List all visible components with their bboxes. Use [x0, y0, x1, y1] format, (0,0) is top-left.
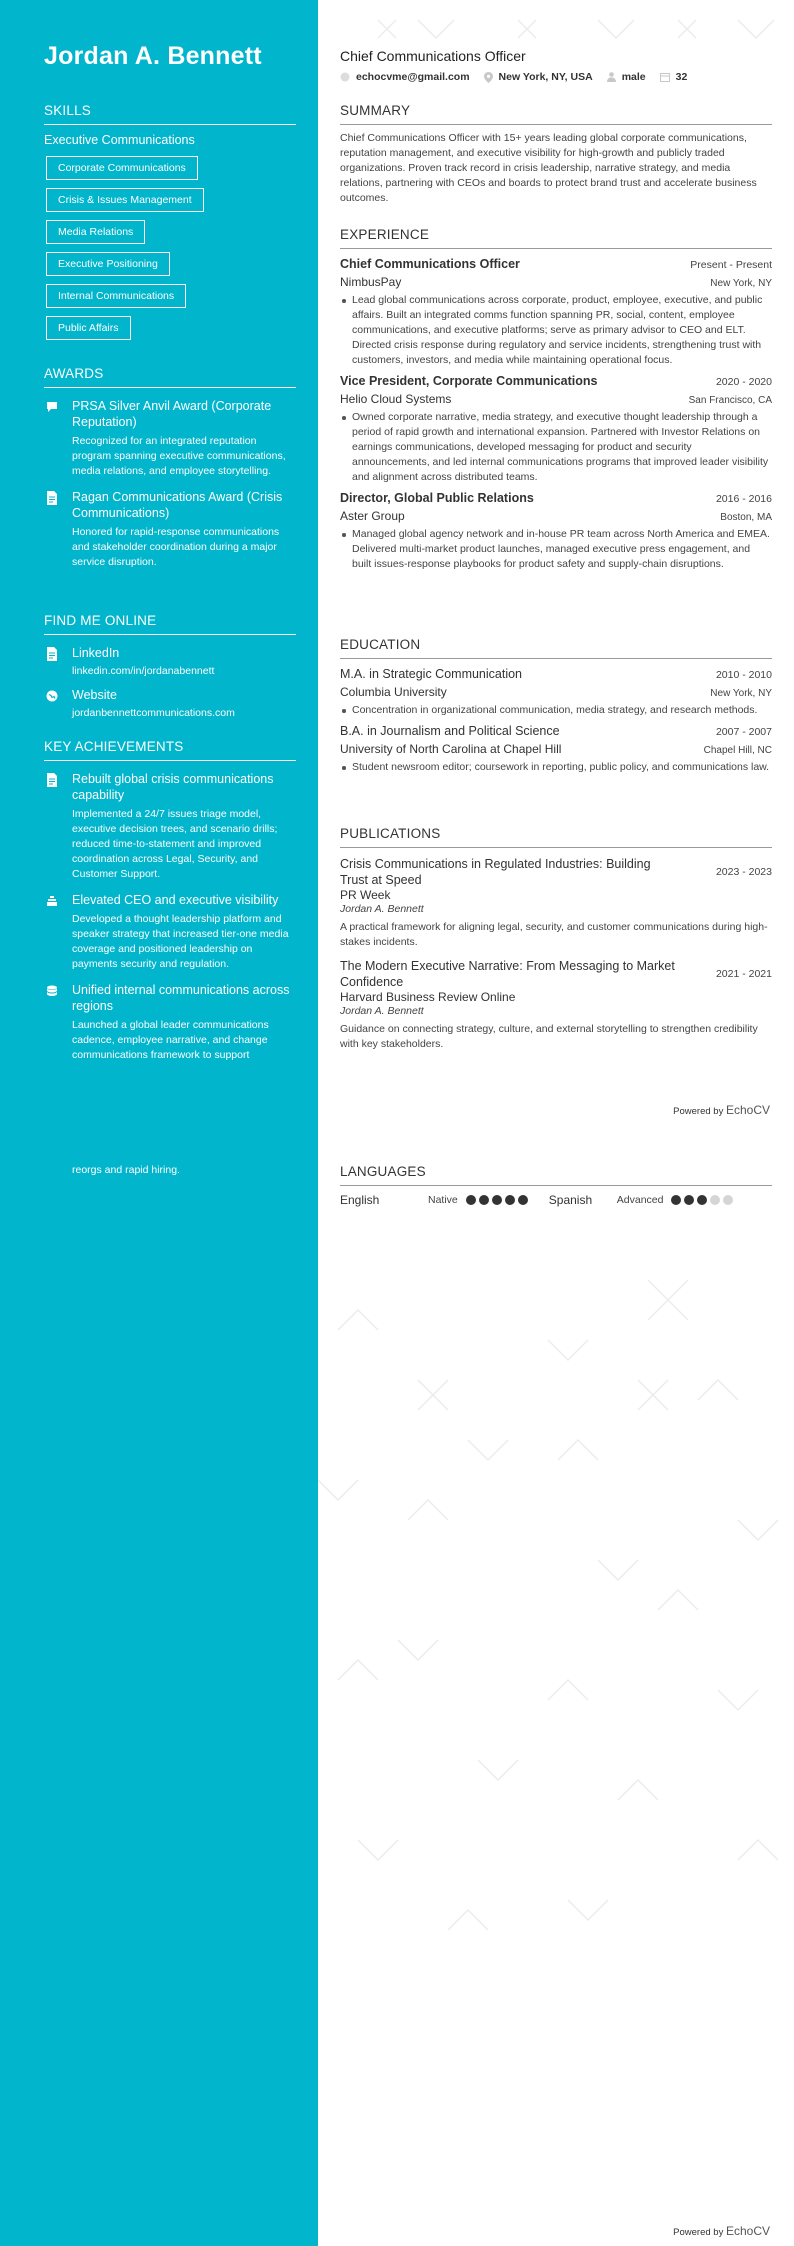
- rating-dot: [723, 1195, 733, 1205]
- award-item: [44, 489, 296, 570]
- person-icon: [607, 72, 616, 82]
- achievement-title: Rebuilt global crisis communications capability: [72, 772, 274, 802]
- education-section: [340, 637, 772, 775]
- job-title: Chief Communications Officer: [340, 48, 526, 64]
- exp-title: Vice President, Corporate Communications: [340, 374, 598, 388]
- publications-heading: PUBLICATIONS: [340, 826, 772, 848]
- contact-age: [660, 71, 688, 83]
- edu-degree: M.A. in Strategic Communication: [340, 667, 523, 681]
- achievement-item: [44, 892, 296, 972]
- rating-dot: [710, 1195, 720, 1205]
- achievement-title: Elevated CEO and executive visibility: [72, 893, 279, 907]
- rating-dot: [671, 1195, 681, 1205]
- pub-publisher: PR Week: [340, 888, 391, 902]
- language-rating: [466, 1195, 531, 1205]
- exp-company: Aster Group: [340, 509, 405, 523]
- skill-tag: Crisis & Issues Management: [46, 188, 204, 212]
- publication-item: [340, 856, 772, 950]
- experience-item: [340, 491, 772, 572]
- edu-date: 2007 - 2007: [715, 726, 772, 738]
- skills-section: [44, 103, 296, 344]
- experience-item: [340, 374, 772, 485]
- summary-text: Chief Communications Officer with 15+ years leading global corporate communications, reputation management, and executive visibility for high-growth and publicly traded organizations. Proven track record in crisis leadership, narrative strategy, and media relations, partnering with CEOs and boards to protect brand trust and accelerate business outcomes.: [340, 132, 757, 204]
- award-desc: Recognized for an integrated reputation program spanning executive communications, media relations, and employee storytelling.: [72, 435, 286, 477]
- experience-heading: EXPERIENCE: [340, 227, 772, 249]
- education-heading: EDUCATION: [340, 637, 772, 659]
- pub-desc: Guidance on connecting strategy, culture, and external storytelling to strengthen credibility with key stakeholders.: [340, 1023, 758, 1050]
- email-icon: [340, 72, 350, 82]
- contact-row: [340, 71, 701, 83]
- online-item-linkedin[interactable]: [44, 645, 296, 677]
- skill-tag: Internal Communications: [46, 284, 186, 308]
- language-rating: [671, 1195, 736, 1205]
- exp-bullet: Lead global communications across corporate, product, employee, executive, and public affairs. Built an integrated comms function spanning PR, social, content, employee communications, and executive platforms; serve as primary advisor to CEO and ELT. Directed crisis response during regulatory and service incidents, strengthening trust with customers, investors, and media while maintaining operational focus.: [352, 293, 772, 368]
- rating-dot: [505, 1195, 515, 1205]
- rating-dot: [684, 1195, 694, 1205]
- calendar-icon: [660, 72, 670, 82]
- pub-author: Jordan A. Bennett: [340, 1005, 424, 1017]
- website-link[interactable]: jordanbennettcommunications.com: [72, 707, 235, 719]
- language-level: Advanced: [616, 1194, 664, 1206]
- achievement-title: Unified internal communications across regions: [72, 983, 290, 1013]
- achievement-desc: Launched a global leader communications cadence, employee narrative, and change communications framework to support: [72, 1019, 269, 1061]
- education-item: [340, 667, 772, 718]
- languages-heading: LANGUAGES: [340, 1164, 772, 1186]
- rating-dot: [466, 1195, 476, 1205]
- pub-title: The Modern Executive Narrative: From Messaging to Market Confidence: [340, 959, 675, 989]
- document-icon: [46, 773, 58, 787]
- awards-heading: AWARDS: [44, 366, 296, 388]
- exp-bullet: Owned corporate narrative, media strategy, and executive thought leadership through a period of rapid growth and international expansion. Partnered with Investor Relations on earnings communications, developed messaging for product and security announcements, and led internal communications programs that improved leader visibility and alignment across distributed teams.: [352, 410, 772, 485]
- summary-section: [340, 103, 772, 206]
- edu-school: University of North Carolina at Chapel Hill: [340, 742, 562, 756]
- experience-item: [340, 257, 772, 368]
- award-title: Ragan Communications Award (Crisis Communications): [72, 490, 283, 520]
- linkedin-link[interactable]: linkedin.com/in/jordanabennett: [72, 665, 215, 677]
- exp-title: Director, Global Public Relations: [340, 491, 534, 505]
- exp-bullet: Managed global agency network and in-house PR team across North America and EMEA. Delivered multi-market product launches, managed executive press engagement, and built issues-response playbooks for product safety and supply-chain disruptions.: [352, 527, 772, 572]
- skills-heading: SKILLS: [44, 103, 296, 125]
- achievement-desc: Developed a thought leadership platform and speaker strategy that increased tier-one media coverage and positioned leadership on payments security and regulation.: [72, 913, 289, 970]
- pub-date: 2023 - 2023: [715, 866, 772, 878]
- skill-tag: Public Affairs: [46, 316, 131, 340]
- candidate-name: Jordan A. Bennett: [44, 42, 262, 70]
- edu-date: 2010 - 2010: [715, 669, 772, 681]
- podium-icon: [46, 894, 58, 908]
- document-icon: [46, 647, 58, 661]
- pub-date: 2021 - 2021: [715, 968, 772, 980]
- powered-by[interactable]: [673, 1103, 770, 1117]
- rating-dot: [492, 1195, 502, 1205]
- award-desc: Honored for rapid-response communications and stakeholder coordination during a major service disruption.: [72, 526, 280, 568]
- languages-row: [340, 1193, 772, 1207]
- location-text: New York, NY, USA: [498, 71, 593, 83]
- comment-icon: [46, 400, 58, 414]
- edu-location: New York, NY: [710, 688, 772, 699]
- exp-company: NimbusPay: [340, 275, 402, 289]
- award-title: PRSA Silver Anvil Award (Corporate Reputation): [72, 399, 272, 429]
- edu-degree: B.A. in Journalism and Political Science: [340, 724, 560, 738]
- pub-publisher: Harvard Business Review Online: [340, 990, 516, 1004]
- exp-date: 2020 - 2020: [715, 376, 772, 388]
- languages-section: [340, 1164, 772, 1207]
- rating-dot: [518, 1195, 528, 1205]
- awards-section: [44, 366, 296, 570]
- contact-gender: [607, 71, 646, 83]
- online-item-website[interactable]: [44, 687, 296, 719]
- edu-bullet: Concentration in organizational communication, media strategy, and research methods.: [352, 703, 772, 718]
- database-icon: [46, 984, 58, 998]
- skill-group-title: Executive Communications: [44, 133, 195, 147]
- publications-section: [340, 826, 772, 1052]
- skill-tag: Corporate Communications: [46, 156, 198, 180]
- brand-logo: EchoCV: [725, 1103, 770, 1117]
- achievements-heading: KEY ACHIEVEMENTS: [44, 739, 296, 761]
- exp-location: Boston, MA: [720, 512, 772, 523]
- sidebar: [0, 0, 318, 2246]
- achievement-item: [44, 982, 296, 1063]
- exp-date: Present - Present: [690, 259, 772, 271]
- edu-location: Chapel Hill, NC: [703, 745, 772, 756]
- exp-date: 2016 - 2016: [715, 493, 772, 505]
- skill-tag: Executive Positioning: [46, 252, 170, 276]
- edu-school: Columbia University: [340, 685, 447, 699]
- achievements-section: [44, 739, 296, 1063]
- publication-item: [340, 958, 772, 1052]
- online-heading: FIND ME ONLINE: [44, 613, 296, 635]
- language-name: Spanish: [548, 1193, 593, 1207]
- summary-heading: SUMMARY: [340, 103, 772, 125]
- rating-dot: [479, 1195, 489, 1205]
- powered-by-footer[interactable]: [673, 2224, 770, 2238]
- exp-title: Chief Communications Officer: [340, 257, 520, 271]
- globe-icon: [46, 689, 58, 703]
- achievement-desc: Implemented a 24/7 issues triage model, executive decision trees, and scenario drills; reduced time-to-statement and improved coordination across Legal, Security, and Customer Support.: [72, 808, 278, 880]
- online-section: [44, 613, 296, 719]
- map-pin-icon: [484, 72, 493, 83]
- pub-author: Jordan A. Bennett: [340, 903, 424, 915]
- powered-label: Powered by: [673, 1106, 724, 1117]
- brand-logo: EchoCV: [725, 2224, 770, 2238]
- contact-email[interactable]: [340, 71, 470, 83]
- language-level: Native: [428, 1194, 458, 1206]
- pub-title: Crisis Communications in Regulated Industries: Building Trust at Speed: [340, 857, 651, 887]
- exp-company: Helio Cloud Systems: [340, 392, 452, 406]
- powered-label: Powered by: [673, 2227, 724, 2238]
- achievement-item: [44, 771, 296, 882]
- education-item: [340, 724, 772, 775]
- skill-tag: Media Relations: [46, 220, 145, 244]
- pub-desc: A practical framework for aligning legal, security, and customer communications during high-stakes incidents.: [340, 921, 768, 948]
- document-icon: [46, 491, 58, 505]
- achievement-desc-continued: reorgs and rapid hiring.: [72, 1164, 180, 1176]
- exp-location: New York, NY: [710, 278, 772, 289]
- email-text: echocvme@gmail.com: [356, 71, 470, 83]
- contact-location: [484, 71, 593, 83]
- main-content: [318, 0, 794, 2246]
- exp-location: San Francisco, CA: [688, 395, 772, 406]
- online-label: LinkedIn: [72, 646, 120, 660]
- language-name: English: [340, 1193, 380, 1207]
- gender-text: male: [621, 71, 646, 83]
- online-label: Website: [72, 688, 117, 702]
- edu-bullet: Student newsroom editor; coursework in reporting, public policy, and communications law.: [352, 760, 772, 775]
- age-text: 32: [675, 71, 688, 83]
- rating-dot: [697, 1195, 707, 1205]
- award-item: [44, 398, 296, 479]
- experience-section: [340, 227, 772, 572]
